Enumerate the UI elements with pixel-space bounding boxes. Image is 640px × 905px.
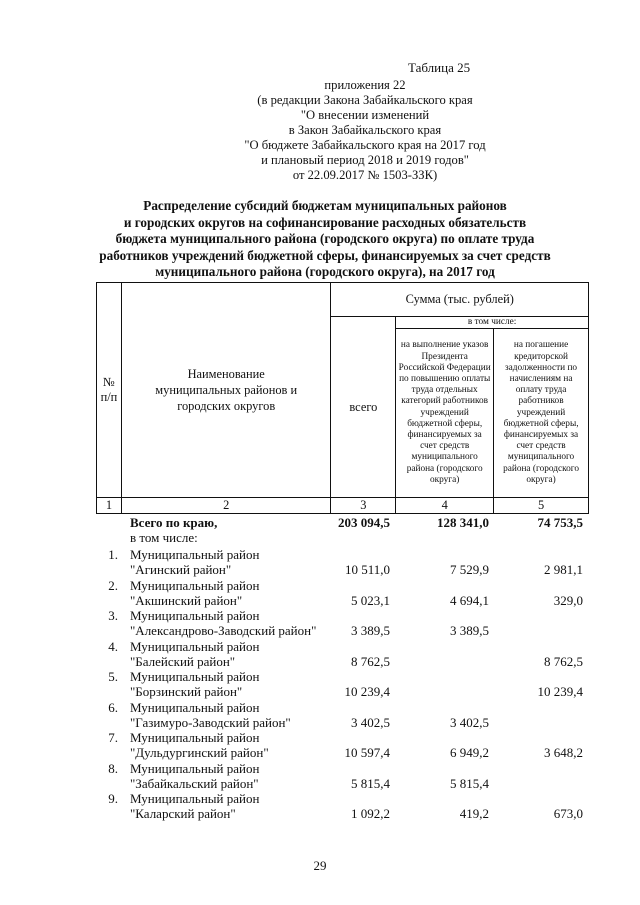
col-number: 2 <box>121 498 331 514</box>
table-row <box>96 636 589 667</box>
col-number: 4 <box>396 498 494 514</box>
col-including-header: в том числе: <box>396 317 589 329</box>
header-line: и плановый период 2018 и 2019 годов" <box>261 153 469 167</box>
header-line: от 22.09.2017 № 1503-ЗЗК) <box>292 168 438 182</box>
title-line: работников учреждений бюджетной сферы, финансируемых за счет средств <box>99 247 551 263</box>
title-line: бюджета муниципального района (городского округа) по оплате труда <box>115 231 535 246</box>
row-name-line2: "Александрово-Заводский район" <box>130 623 317 639</box>
row-value-col4: 6 949,2 <box>450 745 489 760</box>
row-value-col3: 1 092,2 <box>351 806 390 821</box>
row-name <box>130 791 259 821</box>
row-value-col3: 10 597,4 <box>344 745 390 760</box>
row-name <box>130 639 259 669</box>
header-line: приложения 22 <box>324 78 406 92</box>
row-number: 7. <box>108 730 118 745</box>
row-number: 6. <box>108 699 118 715</box>
table-body <box>96 512 589 822</box>
row-name <box>130 547 259 577</box>
table-row <box>96 666 589 700</box>
row-value-col4: 3 389,5 <box>450 623 489 638</box>
row-name-line1: Муниципальный район <box>130 547 260 562</box>
row-name <box>130 761 259 791</box>
col5-header: на погашение кредиторской задолженности по начислениям на оплату труда работников учреждений бюджетной сферы, финансируемых за счет средств муниципального района (городского округа) <box>494 329 589 498</box>
total-value-col3: 203 094,5 <box>338 515 390 530</box>
row-name-line1: Муниципальный район <box>130 730 260 745</box>
table-row <box>96 605 589 639</box>
row-name-line2: "Балейский район" <box>130 653 236 669</box>
row-name-line1: Муниципальный район <box>130 608 260 623</box>
col-name-header: Наименование муниципальных районов и городских округов <box>121 283 331 498</box>
row-value-col3: 5 023,1 <box>351 592 390 608</box>
table-row <box>96 697 589 728</box>
table-row <box>96 788 589 822</box>
row-name-line2: "Забайкальский район" <box>130 775 259 791</box>
row-name <box>130 730 269 760</box>
row-name-line1: Муниципальный район <box>130 638 260 654</box>
row-value-col5: 10 239,4 <box>537 684 583 699</box>
col-num-header: № п/п <box>97 283 122 498</box>
table-row <box>96 758 589 789</box>
row-number: 4. <box>108 638 118 654</box>
row-number: 1. <box>108 547 118 562</box>
page-number: 29 <box>313 858 327 873</box>
title-line: муниципального района (городского округа), на 2017 год <box>155 264 495 279</box>
row-value-col3: 5 815,4 <box>351 775 390 791</box>
row-value-col5: 673,0 <box>553 806 583 821</box>
row-value-col3: 10 511,0 <box>344 562 390 577</box>
row-value-col4: 4 694,1 <box>450 592 489 608</box>
row-name-line2: "Агинский район" <box>130 562 232 578</box>
row-number: 3. <box>108 608 118 623</box>
row-number: 2. <box>108 577 118 593</box>
row-value-col3: 10 239,4 <box>344 684 390 699</box>
row-name <box>130 608 316 638</box>
title-line: Распределение субсидий бюджетам муниципальных районов <box>143 198 507 213</box>
row-number: 5. <box>108 669 118 684</box>
row-value-col5: 329,0 <box>553 592 583 608</box>
row-name-line1: Муниципальный район <box>130 577 260 593</box>
row-name <box>130 578 259 608</box>
row-value-col3: 3 389,5 <box>351 623 390 638</box>
row-value-col3: 3 402,5 <box>351 714 390 730</box>
total-label-text: Всего по краю, <box>130 515 218 530</box>
row-value-col4: 7 529,9 <box>450 562 489 577</box>
row-number: 8. <box>108 760 118 776</box>
col-sum-header: Сумма (тыс. рублей) <box>331 283 589 317</box>
col-number: 5 <box>494 498 589 514</box>
row-value-col4: 5 815,4 <box>450 775 489 791</box>
row-name-line1: Муниципальный район <box>130 760 260 776</box>
header-line: "О бюджете Забайкальского края на 2017 год <box>244 138 486 152</box>
col-number: 3 <box>331 498 396 514</box>
row-name <box>130 700 291 730</box>
total-row <box>96 512 589 544</box>
row-value-col3: 8 762,5 <box>351 653 390 669</box>
row-value-col5: 3 648,2 <box>544 745 583 760</box>
header-line: (в редакции Закона Забайкальского края <box>257 93 473 107</box>
table-row <box>96 727 589 761</box>
row-name-line2: "Каларский район" <box>130 806 236 822</box>
row-name-line2: "Борзинский район" <box>130 684 243 700</box>
row-name <box>130 669 259 699</box>
table-row <box>96 575 589 606</box>
table-row <box>96 544 589 578</box>
row-name-line1: Муниципальный район <box>130 669 260 684</box>
total-sublabel: в том числе: <box>130 530 198 546</box>
row-name-line1: Муниципальный район <box>130 791 260 806</box>
table-header <box>96 282 589 514</box>
document-title <box>70 198 580 281</box>
row-name-line2: "Акшинский район" <box>130 592 243 608</box>
table-label: Таблица 25 <box>408 60 471 75</box>
row-value-col5: 8 762,5 <box>544 653 583 669</box>
header-line: в Закон Забайкальского края <box>288 123 442 137</box>
total-value-col4: 128 341,0 <box>437 515 489 530</box>
total-value-col5: 74 753,5 <box>537 515 583 530</box>
row-value-col5: 2 981,1 <box>544 562 583 577</box>
col-number: 1 <box>97 498 122 514</box>
col-total-header: всего <box>331 317 396 498</box>
row-name-line2: "Дульдургинский район" <box>130 745 269 761</box>
row-name-line2: "Газимуро-Заводский район" <box>130 714 291 730</box>
total-label <box>130 515 217 545</box>
row-value-col4: 3 402,5 <box>450 714 489 730</box>
row-number: 9. <box>108 791 118 806</box>
title-line: и городских округов на софинансирование расходных обязательств <box>123 214 527 230</box>
row-name-line1: Муниципальный район <box>130 699 260 715</box>
header-line: "О внесении изменений <box>300 108 430 122</box>
row-value-col4: 419,2 <box>459 806 489 821</box>
col4-header: на выполнение указов Президента Российской Федерации по повышению оплаты труда отдельных категорий работников учреждений бюджетной сферы, финансируемых за счет средств муниципального района (городского округа) <box>396 329 494 498</box>
